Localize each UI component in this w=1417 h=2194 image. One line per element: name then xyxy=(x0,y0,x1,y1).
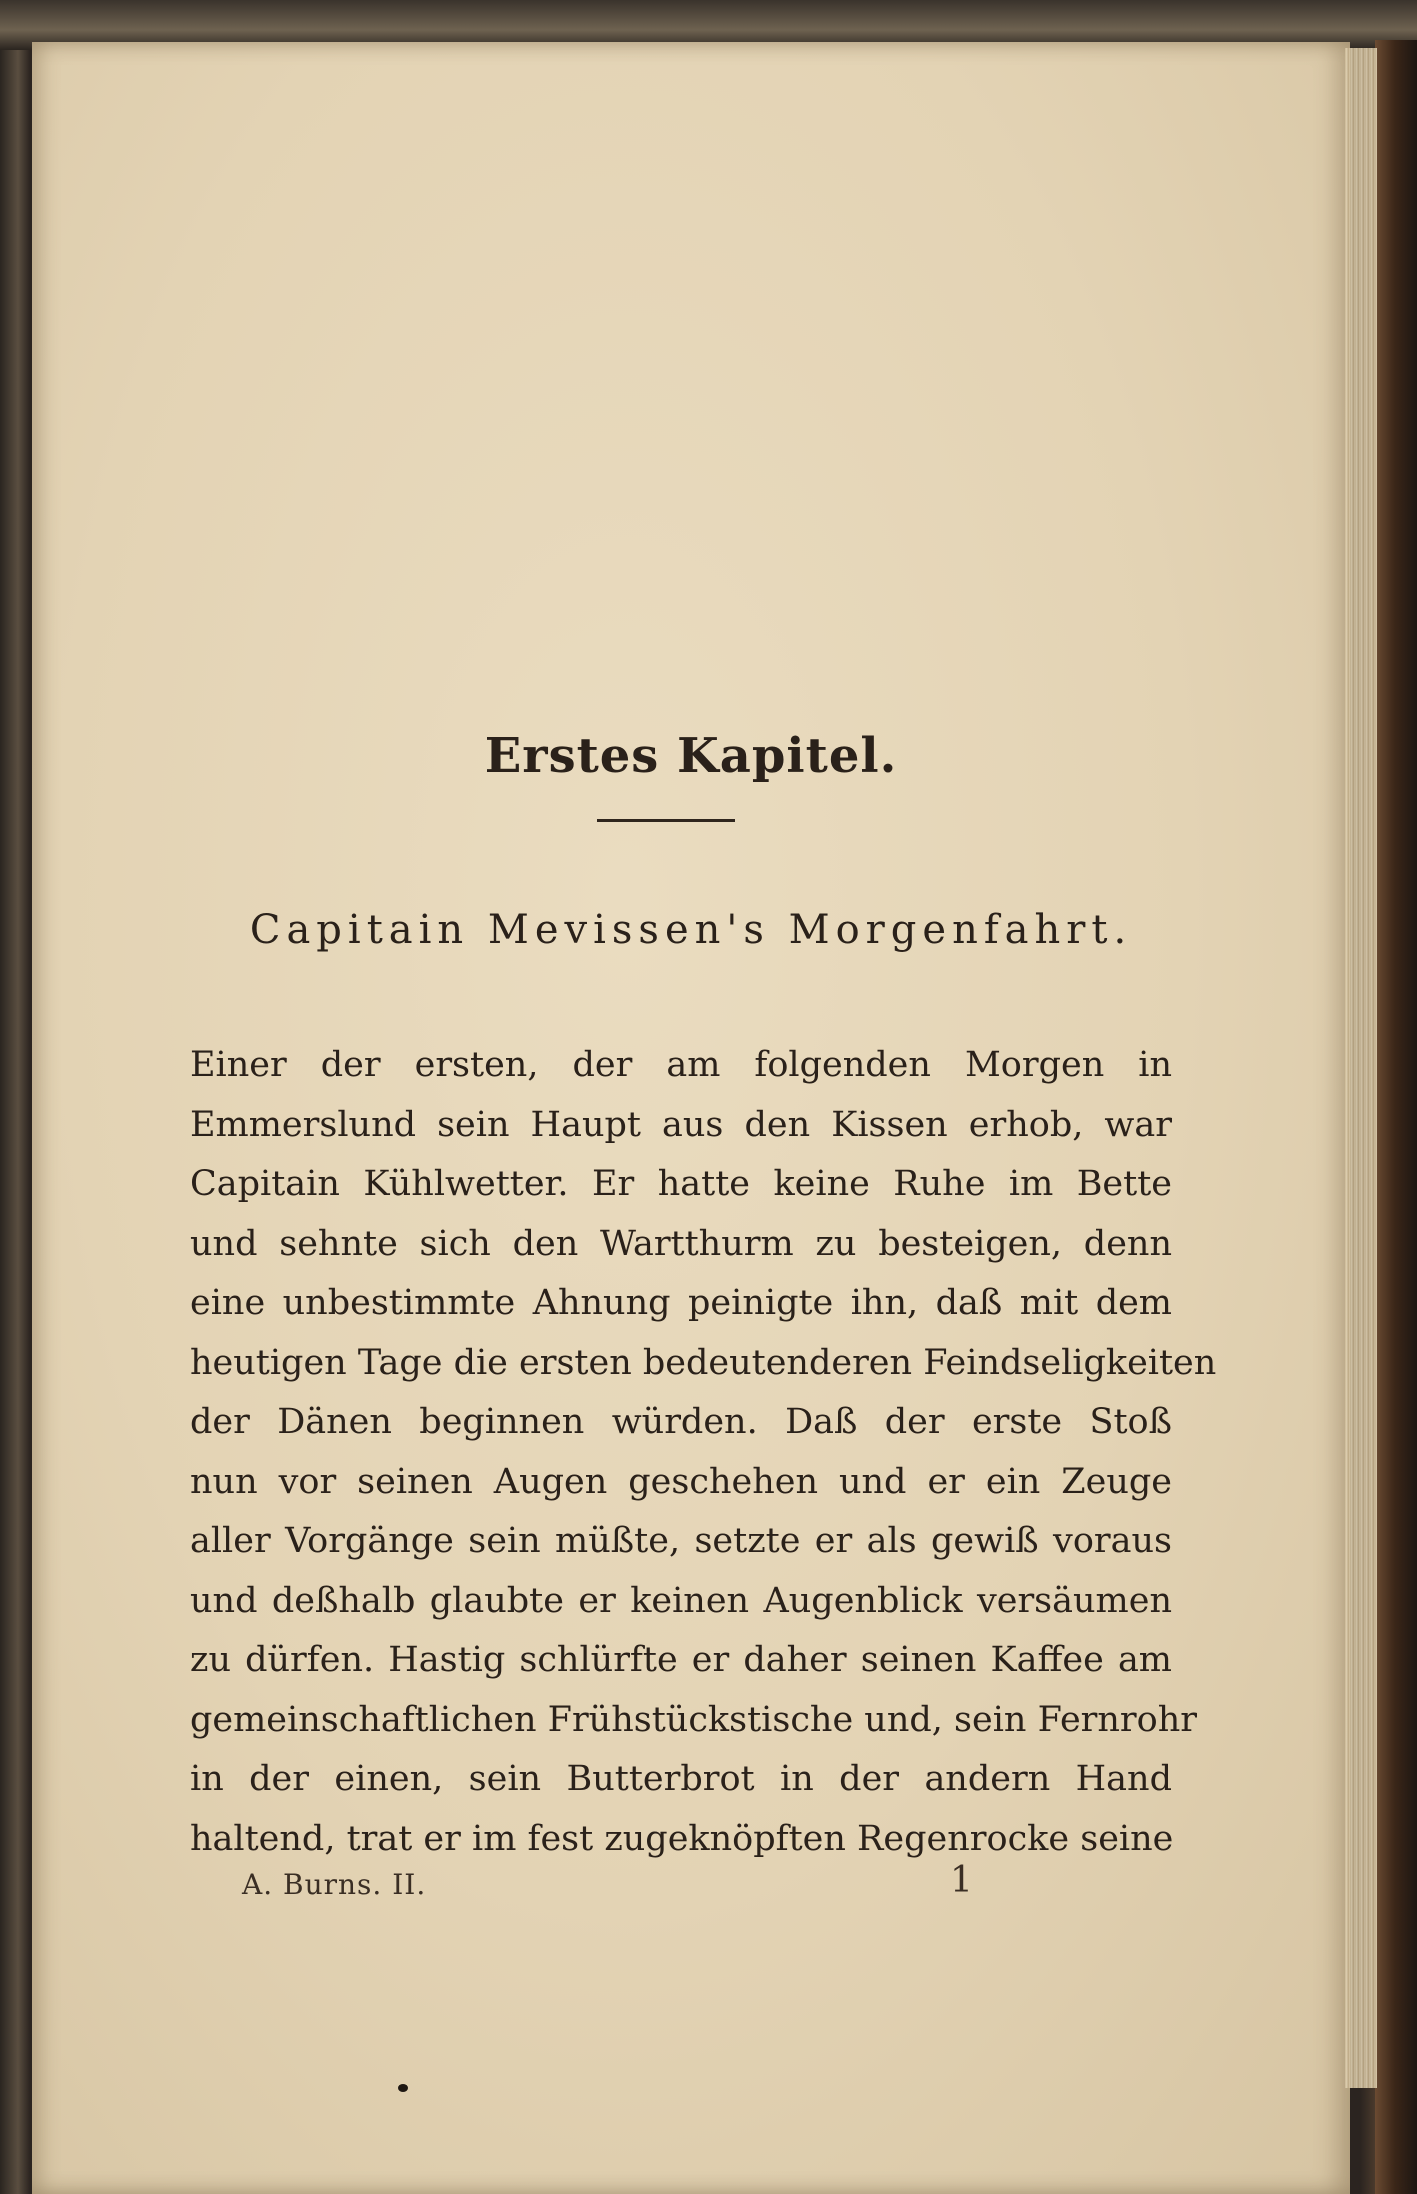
page-sheet xyxy=(32,42,1350,2194)
text-line: heutigen Tage die ersten bedeutenderen Feindseligkeiten xyxy=(190,1342,1217,1383)
text-line: und deßhalb glaubte er keinen Augenblick versäumen xyxy=(190,1580,1172,1621)
text-line: der Dänen beginnen würden. Daß der erste Stoß xyxy=(190,1402,1172,1442)
text-line: Emmerslund sein Haupt aus den Kissen erhob, war xyxy=(190,1104,1172,1145)
text-line: zu dürfen. Hastig schlürfte er daher seinen Kaffee am xyxy=(190,1640,1172,1680)
body-text xyxy=(190,1036,1217,1869)
text-line: haltend, trat er im fest zugeknöpften Regenrocke seine xyxy=(190,1818,1174,1859)
chapter-title: Erstes Kapitel. xyxy=(484,728,898,784)
text-line: aller Vorgänge sein müßte, setzte er als gewiß voraus xyxy=(190,1521,1172,1561)
ink-speck xyxy=(398,2084,408,2092)
page-number: 1 xyxy=(950,1860,973,1901)
text-line: Einer der ersten, der am folgenden Morgen in xyxy=(190,1045,1172,1085)
text-line: und sehnte sich den Wartthurm zu besteigen, denn xyxy=(190,1223,1172,1264)
text-line: eine unbestimmte Ahnung peinigte ihn, daß mit dem xyxy=(190,1283,1172,1323)
text-line: nun vor seinen Augen geschehen und er ein Zeuge xyxy=(190,1461,1172,1502)
footer-signature: A. Burns. II. xyxy=(242,1868,427,1901)
text-line: in der einen, sein Butterbrot in der andern Hand xyxy=(190,1759,1172,1799)
show-through-text xyxy=(192,382,1192,982)
text-line: gemeinschaftlichen Frühstückstische und, sein Fernrohr xyxy=(190,1699,1198,1740)
chapter-subtitle: Capitain Mevissen's Morgenfahrt. xyxy=(249,907,1133,953)
title-divider xyxy=(597,819,735,822)
text-line: Capitain Kühlwetter. Er hatte keine Ruhe im Bette xyxy=(190,1164,1172,1204)
book-cover-edge xyxy=(1375,40,1417,2194)
page-block-edges xyxy=(1345,48,1377,2088)
